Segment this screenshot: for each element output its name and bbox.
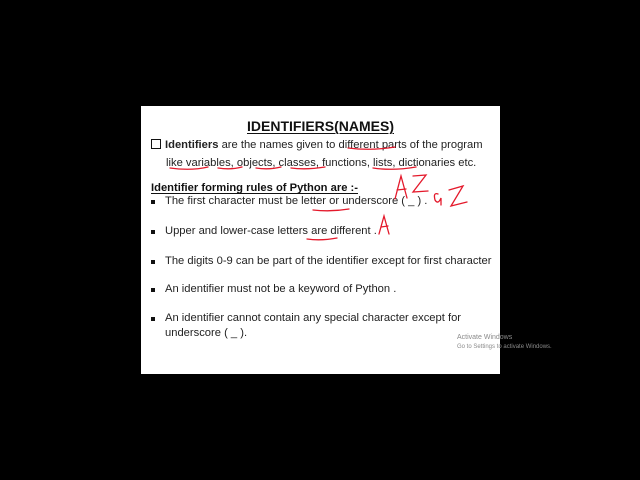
underline-parts [348,147,395,149]
underline-underscore [313,209,349,211]
handwritten-A [395,176,407,199]
rule-text: An identifier must not be a keyword of Python . [165,283,397,295]
slide-title: IDENTIFIERS(NAMES) [247,118,394,134]
rule-text: An identifier cannot contain any special character except for underscore ( _ ). [165,312,462,339]
activate-windows-watermark: Activate Windows [457,334,513,341]
pen-annotations [141,106,500,374]
underline-different [307,238,337,240]
handwritten-A-small [379,216,389,234]
activate-windows-hint: Go to Settings to activate Windows. [457,344,552,350]
underline-objects [218,167,242,169]
rule-text: The digits 0-9 can be part of the identifier except for first character [165,255,492,267]
rule-text: The first character must be letter or underscore ( _ ) . [165,195,428,207]
intro-line-1-text: are the names given to different parts of the program [218,139,483,151]
intro-term: Identifiers [165,139,219,151]
rules-heading: Identifier forming rules of Python are :- [151,182,358,194]
underline-dictionaries [373,167,416,169]
underline-variables [170,167,208,169]
underline-classes [256,167,281,169]
underline-functions [291,167,325,169]
handwritten-Z [413,175,428,192]
rule-text: Upper and lower-case letters are different . [165,225,377,237]
handwritten-z [449,186,467,206]
intro-line-2: like variables, objects, classes, functions, lists, dictionaries etc. [166,157,477,169]
handwritten-a [434,194,441,205]
presentation-slide [141,106,500,374]
